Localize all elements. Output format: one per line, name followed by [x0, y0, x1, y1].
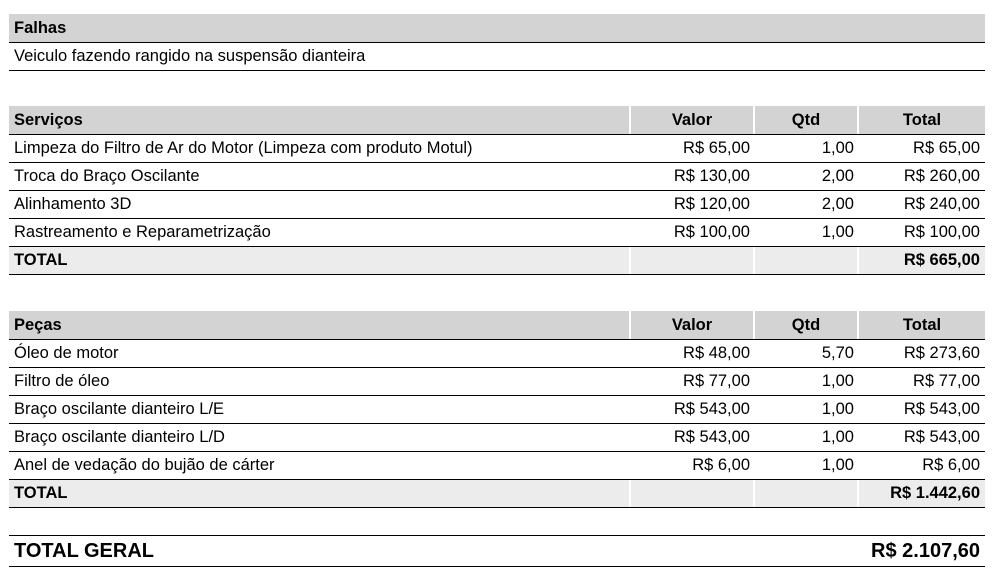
item-total: R$ 100,00	[903, 223, 980, 241]
grand-total-row	[9, 535, 985, 567]
servicos-total-value: R$ 665,00	[859, 247, 985, 274]
item-total: R$ 543,00	[903, 428, 980, 446]
item-quantity: 1,00	[821, 372, 854, 390]
item-total: R$ 240,00	[903, 195, 980, 213]
table-row	[9, 135, 985, 163]
servicos-header-desc: Serviços	[9, 106, 629, 134]
item-description: Anel de vedação do bujão de cárter	[14, 456, 275, 474]
falhas-header: Falhas	[9, 14, 985, 43]
item-quantity: 1,00	[821, 456, 854, 474]
table-row	[9, 452, 985, 480]
pecas-total-label: TOTAL	[9, 480, 629, 507]
item-total: R$ 77,00	[913, 372, 980, 390]
item-quantity: 5,70	[821, 344, 854, 362]
item-unit-value: R$ 120,00	[673, 195, 750, 213]
item-description: Rastreamento e Reparametrização	[14, 223, 271, 241]
pecas-header-desc: Peças	[9, 311, 629, 339]
item-quantity: 1,00	[821, 223, 854, 241]
item-total: R$ 273,60	[903, 344, 980, 362]
item-description: Limpeza do Filtro de Ar do Motor (Limpeza com produto Motul)	[14, 139, 473, 157]
item-unit-value: R$ 6,00	[692, 456, 750, 474]
pecas-total-blank-qtd	[755, 480, 857, 507]
servicos-table	[9, 106, 985, 275]
table-row	[9, 368, 985, 396]
item-total: R$ 6,00	[922, 456, 980, 474]
item-unit-value: R$ 543,00	[673, 400, 750, 418]
item-unit-value: R$ 543,00	[673, 428, 750, 446]
table-row	[9, 219, 985, 247]
grand-total-label: TOTAL GERAL	[14, 539, 154, 562]
pecas-header-qtd: Qtd	[755, 311, 857, 339]
item-quantity: 1,00	[821, 139, 854, 157]
item-quantity: 2,00	[821, 167, 854, 185]
invoice-document	[9, 14, 985, 508]
servicos-header-valor: Valor	[631, 106, 753, 134]
pecas-total-value: R$ 1.442,60	[859, 480, 985, 507]
pecas-header-valor: Valor	[631, 311, 753, 339]
falhas-section	[9, 14, 985, 71]
table-row	[9, 424, 985, 452]
servicos-total-blank-qtd	[755, 247, 857, 274]
table-row	[9, 340, 985, 368]
pecas-table	[9, 311, 985, 508]
item-description: Filtro de óleo	[14, 372, 110, 390]
item-quantity: 1,00	[821, 428, 854, 446]
item-total: R$ 65,00	[913, 139, 980, 157]
item-description: Óleo de motor	[14, 344, 119, 362]
servicos-header-qtd: Qtd	[755, 106, 857, 134]
item-total: R$ 260,00	[903, 167, 980, 185]
table-row	[9, 163, 985, 191]
item-quantity: 1,00	[821, 400, 854, 418]
pecas-total-row	[9, 480, 985, 508]
servicos-total-blank-valor	[631, 247, 753, 274]
item-description: Braço oscilante dianteiro L/E	[14, 400, 225, 418]
item-quantity: 2,00	[821, 195, 854, 213]
item-unit-value: R$ 77,00	[683, 372, 750, 390]
item-description: Troca do Braço Oscilante	[14, 167, 200, 185]
falhas-description: Veiculo fazendo rangido na suspensão dianteira	[9, 43, 985, 71]
pecas-header-row	[9, 311, 985, 340]
item-unit-value: R$ 130,00	[673, 167, 750, 185]
table-row	[9, 396, 985, 424]
item-unit-value: R$ 48,00	[683, 344, 750, 362]
item-unit-value: R$ 65,00	[683, 139, 750, 157]
item-unit-value: R$ 100,00	[673, 223, 750, 241]
item-description: Alinhamento 3D	[14, 195, 132, 213]
pecas-header-total: Total	[859, 311, 985, 339]
table-row	[9, 191, 985, 219]
servicos-header-row	[9, 106, 985, 135]
servicos-total-row	[9, 247, 985, 275]
item-description: Braço oscilante dianteiro L/D	[14, 428, 225, 446]
grand-total-value: R$ 2.107,60	[871, 539, 980, 562]
item-total: R$ 543,00	[903, 400, 980, 418]
servicos-total-label: TOTAL	[9, 247, 629, 274]
pecas-total-blank-valor	[631, 480, 753, 507]
servicos-header-total: Total	[859, 106, 985, 134]
